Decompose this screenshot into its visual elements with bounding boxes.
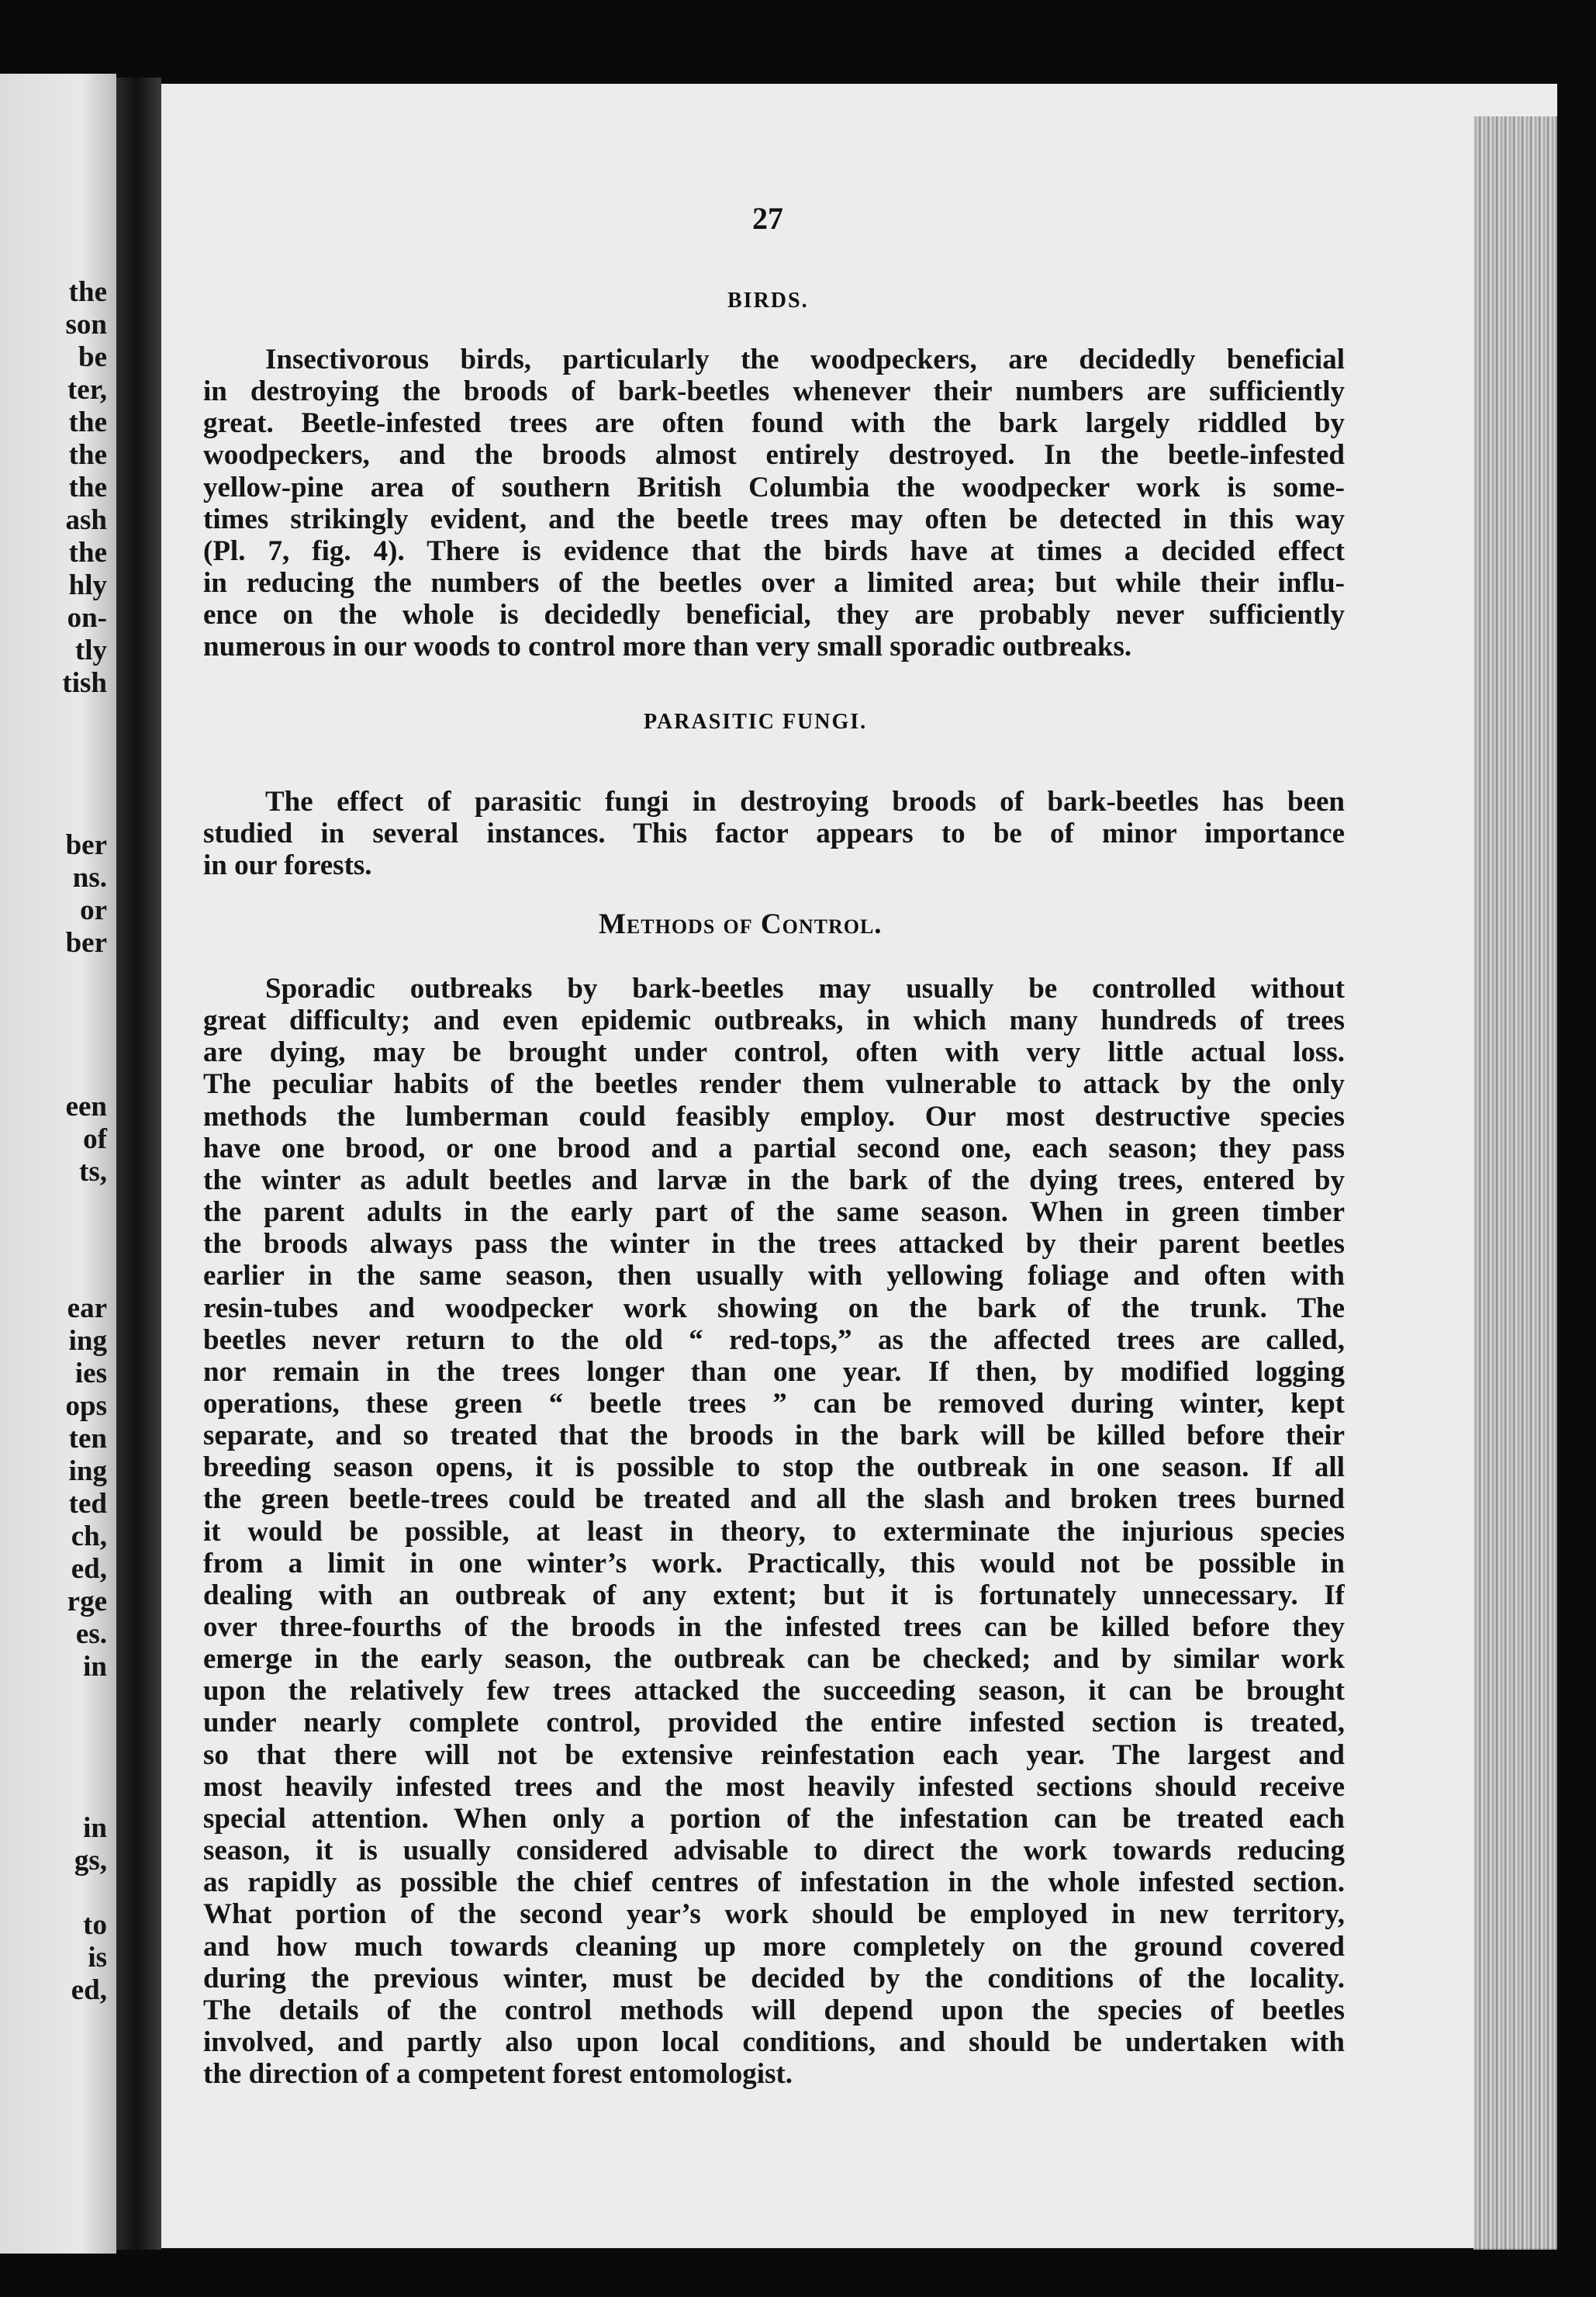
methods-paragraph-line: most heavily infested trees and the most heavily infested sections should receive (203, 1771, 1345, 1803)
left-page-line: een (65, 1091, 107, 1123)
methods-paragraph-line: the winter as adult beetles and larvæ in the bark of the dying trees, entered by (203, 1164, 1345, 1196)
heading-methods-of-control: Methods of Control. (599, 908, 883, 940)
left-page-line: of (83, 1123, 107, 1155)
left-page-line: ear (67, 1292, 107, 1324)
birds-paragraph-line: times strikingly evident, and the beetle trees may often be detected in this way (203, 503, 1345, 535)
methods-paragraph-line: under nearly complete control, provided the entire infested section is treated, (203, 1707, 1345, 1738)
methods-paragraph-line: great difficulty; and even epidemic outbreaks, in which many hundreds of trees (203, 1005, 1345, 1036)
methods-paragraph-line: involved, and partly also upon local conditions, and should be undertaken with (203, 2026, 1345, 2058)
left-page-line: ted (68, 1488, 107, 1520)
methods-paragraph-line: Sporadic outbreaks by bark-beetles may usually be controlled without (265, 973, 1345, 1005)
left-page-line: tish (62, 667, 107, 699)
fungi-paragraph-line: studied in several instances. This factor appears to be of minor importance (203, 818, 1345, 849)
page-edges (1473, 116, 1557, 2250)
methods-paragraph-line: during the previous winter, must be decided by the conditions of the locality. (203, 1963, 1345, 1994)
birds-paragraph-line: in destroying the broods of bark-beetles whenever their numbers are sufficiently (203, 375, 1345, 407)
fungi-paragraph-line: The effect of parasitic fungi in destroying broods of bark-beetles has been (265, 786, 1345, 818)
left-page-line: gs, (74, 1845, 107, 1877)
methods-paragraph-line: The details of the control methods will depend upon the species of beetles (203, 1994, 1345, 2026)
left-page-line: be (78, 341, 107, 373)
methods-paragraph-line: operations, these green “ beetle trees ” can be removed during winter, kept (203, 1388, 1345, 1420)
methods-paragraph-line: beetles never return to the old “ red-tops,” as the affected trees are called, (203, 1324, 1345, 1356)
left-page-line: ed, (71, 1974, 107, 2006)
left-page-line: the (68, 276, 107, 308)
birds-paragraph-line: woodpeckers, and the broods almost entirely destroyed. In the beetle-infested (203, 439, 1345, 471)
methods-paragraph-line: dealing with an outbreak of any extent; but it is fortunately unnecessary. If (203, 1579, 1345, 1611)
left-page-line: or (80, 894, 107, 926)
left-page-line: ts, (79, 1156, 107, 1188)
methods-paragraph-line: the direction of a competent forest entomologist. (203, 2058, 793, 2090)
left-page-line: ten (68, 1423, 107, 1455)
left-page-line: in (83, 1651, 107, 1683)
left-page-line: ash (65, 504, 107, 536)
methods-paragraph-line: the green beetle-trees could be treated and all the slash and broken trees burned (203, 1483, 1345, 1515)
methods-paragraph-line: earlier in the same season, then usually with yellowing foliage and often with (203, 1260, 1345, 1292)
left-page-line: tly (74, 635, 107, 666)
methods-paragraph-line: breeding season opens, it is possible to stop the outbreak in one season. If all (203, 1451, 1345, 1483)
birds-paragraph-line: yellow-pine area of southern British Columbia the woodpecker work is some- (203, 472, 1345, 503)
methods-paragraph-line: as rapidly as possible the chief centres of infestation in the whole infested section. (203, 1866, 1345, 1898)
left-page-line: hly (68, 569, 107, 601)
methods-paragraph-line: and how much towards cleaning up more completely on the ground covered (203, 1931, 1345, 1963)
methods-paragraph-line: the parent adults in the early part of the same season. When in green timber (203, 1196, 1345, 1228)
heading-birds: BIRDS. (727, 289, 809, 313)
methods-paragraph-line: nor remain in the trees longer than one year. If then, by modified logging (203, 1356, 1345, 1388)
methods-paragraph-line: methods the lumberman could feasibly employ. Our most destructive species (203, 1101, 1345, 1133)
left-page-line: on- (67, 602, 107, 634)
left-page-line: the (68, 472, 107, 503)
methods-paragraph-line: resin-tubes and woodpecker work showing on the bark of the trunk. The (203, 1292, 1345, 1324)
previous-page-fragment (0, 74, 116, 2254)
birds-paragraph-line: (Pl. 7, fig. 4). There is evidence that the birds have at times a decided effect (203, 535, 1345, 567)
methods-paragraph-line: season, it is usually considered advisable to direct the work towards reducing (203, 1835, 1345, 1866)
methods-paragraph-line: upon the relatively few trees attacked the succeeding season, it can be brought (203, 1675, 1345, 1707)
left-page-line: in (83, 1812, 107, 1844)
left-page-line: to (83, 1909, 107, 1941)
left-page-line: ies (74, 1358, 107, 1389)
left-page-line: the (68, 537, 107, 569)
birds-paragraph-line: ence on the whole is decidedly beneficial, they are probably never sufficiently (203, 599, 1345, 631)
methods-paragraph-line: The peculiar habits of the beetles render them vulnerable to attack by the only (203, 1068, 1345, 1100)
left-page-line: ing (68, 1325, 107, 1357)
methods-paragraph-line: have one brood, or one brood and a partial second one, each season; they pass (203, 1133, 1345, 1164)
birds-paragraph-line: great. Beetle-infested trees are often found with the bark largely riddled by (203, 407, 1345, 439)
left-page-line: the (68, 439, 107, 471)
methods-paragraph-line: emerge in the early season, the outbreak can be checked; and by similar work (203, 1643, 1345, 1675)
left-page-line: son (65, 309, 107, 341)
page-number: 27 (752, 201, 783, 236)
left-page-line: ter, (67, 374, 107, 406)
methods-paragraph-line: are dying, may be brought under control, often with very little actual loss. (203, 1036, 1345, 1068)
methods-paragraph-line: so that there will not be extensive reinfestation each year. The largest and (203, 1739, 1345, 1771)
left-page-line: ops (65, 1390, 107, 1422)
methods-paragraph-line: special attention. When only a portion of the infestation can be treated each (203, 1803, 1345, 1835)
left-page-line: ns. (72, 862, 107, 894)
book-gutter (116, 78, 161, 2250)
methods-paragraph-line: it would be possible, at least in theory, to exterminate the injurious species (203, 1516, 1345, 1548)
left-page-line: is (88, 1942, 107, 1974)
methods-paragraph-line: the broods always pass the winter in the trees attacked by their parent beetles (203, 1228, 1345, 1260)
left-page-line: the (68, 406, 107, 438)
fungi-paragraph-line: in our forests. (203, 849, 372, 881)
methods-paragraph-line: from a limit in one winter’s work. Practically, this would not be possible in (203, 1548, 1345, 1579)
birds-paragraph-line: in reducing the numbers of the beetles over a limited area; but while their influ- (203, 567, 1345, 599)
heading-parasitic-fungi: PARASITIC FUNGI. (644, 710, 868, 734)
methods-paragraph-line: separate, and so treated that the broods in the bark will be killed before their (203, 1420, 1345, 1451)
birds-paragraph-line: numerous in our woods to control more than very small sporadic outbreaks. (203, 631, 1132, 662)
birds-paragraph-line: Insectivorous birds, particularly the woodpeckers, are decidedly beneficial (265, 344, 1345, 375)
left-page-line: ed, (71, 1553, 107, 1585)
left-page-line: rge (67, 1586, 107, 1617)
left-page-line: ch, (71, 1520, 107, 1552)
left-page-line: es. (75, 1618, 107, 1650)
methods-paragraph-line: What portion of the second year’s work should be employed in new territory, (203, 1898, 1345, 1930)
left-page-line: ber (65, 829, 107, 861)
methods-paragraph-line: over three-fourths of the broods in the infested trees can be killed before they (203, 1611, 1345, 1643)
left-page-line: ing (68, 1455, 107, 1487)
left-page-line: ber (65, 927, 107, 959)
